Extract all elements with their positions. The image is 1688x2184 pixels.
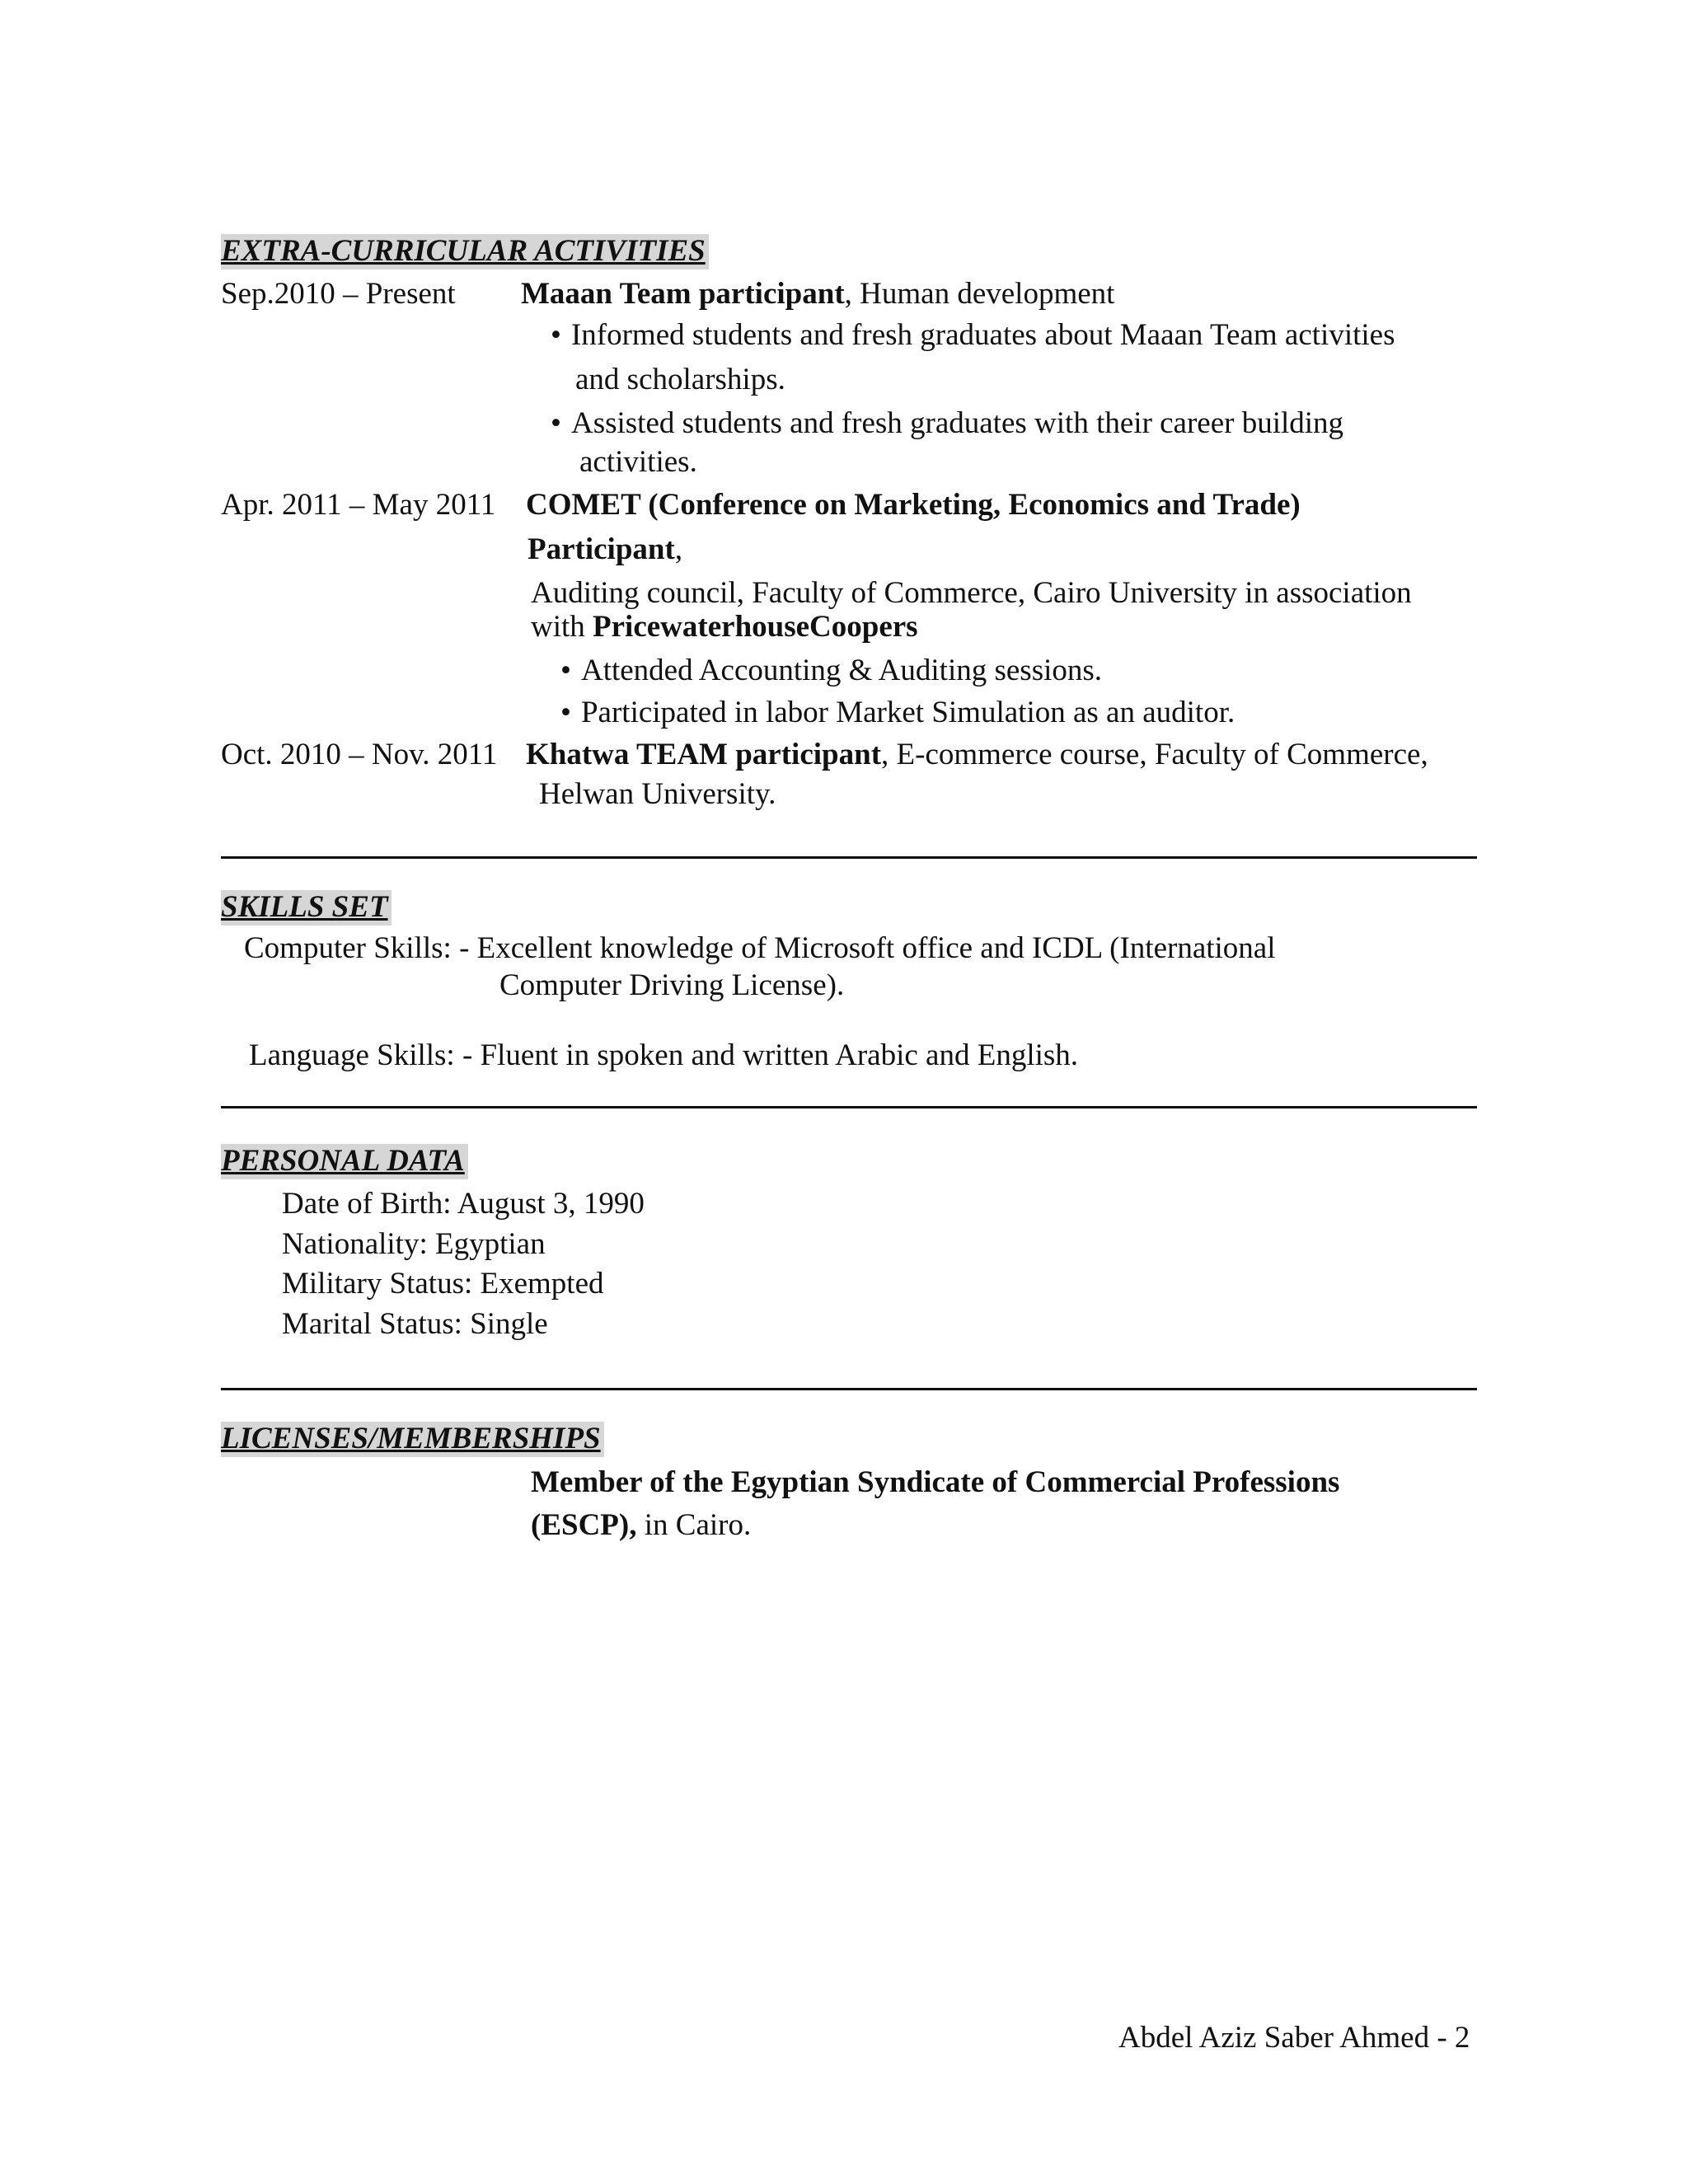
maaan-rest: , Human development xyxy=(844,277,1115,311)
comet-desc-1: Auditing council, Faculty of Commerce, Cairo University in association xyxy=(531,576,1412,610)
comet-bullet-2-text: Participated in labor Market Simulation as an auditor. xyxy=(580,696,1236,729)
membership-location: in Cairo. xyxy=(636,1508,752,1542)
computer-skills-2: Computer Driving License). xyxy=(499,968,845,1002)
maaan-bullet-2-cont: activities. xyxy=(579,445,697,479)
divider-2 xyxy=(221,1106,1477,1108)
maaan-bullet-1-cont: and scholarships. xyxy=(575,363,785,396)
section-heading-extra: EXTRA-CURRICULAR ACTIVITIES xyxy=(221,234,709,269)
khatwa-title-line xyxy=(526,739,1428,770)
maaan-bullet-2 xyxy=(551,408,1343,438)
date-of-birth: Date of Birth: August 3, 1990 xyxy=(282,1187,645,1221)
maaan-title: Maaan Team participant xyxy=(521,277,845,311)
comet-bullet-2 xyxy=(560,697,1235,728)
comet-pwc: PricewaterhouseCoopers xyxy=(593,610,918,644)
comet-bullet-1 xyxy=(560,655,1102,686)
computer-skills-1: Computer Skills: - Excellent knowledge of Microsoft office and ICDL (International xyxy=(244,931,1276,965)
maaan-bullet-1 xyxy=(551,320,1395,350)
khatwa-date: Oct. 2010 – Nov. 2011 xyxy=(221,738,498,771)
maaan-bullet-1-text: Informed students and fresh graduates about Maaan Team activities xyxy=(570,318,1395,352)
comet-desc-with: with xyxy=(531,610,593,644)
section-heading-personal: PERSONAL DATA xyxy=(221,1144,468,1179)
maaan-title-line xyxy=(521,279,1114,309)
comet-participant-comma: , xyxy=(674,532,683,566)
page-footer: Abdel Aziz Saber Ahmed - 2 xyxy=(1118,2021,1470,2055)
comet-bullet-1-text: Attended Accounting & Auditing sessions. xyxy=(580,654,1103,687)
khatwa-title: Khatwa TEAM participant xyxy=(526,738,882,771)
comet-date: Apr. 2011 – May 2011 xyxy=(221,488,496,522)
divider-3 xyxy=(221,1388,1477,1390)
comet-title: COMET (Conference on Marketing, Economics and Trade) xyxy=(526,488,1301,522)
membership-escp: (ESCP), xyxy=(531,1508,637,1542)
membership-line-2 xyxy=(531,1510,751,1540)
language-skills: Language Skills: - Fluent in spoken and written Arabic and English. xyxy=(249,1038,1079,1072)
section-heading-licenses: LICENSES/MEMBERSHIPS xyxy=(221,1422,604,1457)
comet-title-line2 xyxy=(528,534,682,565)
comet-participant: Participant xyxy=(528,532,675,566)
maaan-date: Sep.2010 – Present xyxy=(221,277,456,311)
membership-line-1: Member of the Egyptian Syndicate of Commercial Professions xyxy=(531,1465,1340,1499)
khatwa-rest: , E-commerce course, Faculty of Commerce, xyxy=(881,738,1428,771)
military-status: Military Status: Exempted xyxy=(282,1267,604,1301)
maaan-bullet-2-text: Assisted students and fresh graduates with their career building xyxy=(570,406,1344,440)
divider-1 xyxy=(221,856,1477,859)
comet-desc-2 xyxy=(531,612,918,642)
khatwa-line-2: Helwan University. xyxy=(539,777,776,811)
nationality: Nationality: Egyptian xyxy=(282,1227,546,1261)
section-heading-skills: SKILLS SET xyxy=(221,890,392,926)
marital-status: Marital Status: Single xyxy=(282,1307,548,1341)
